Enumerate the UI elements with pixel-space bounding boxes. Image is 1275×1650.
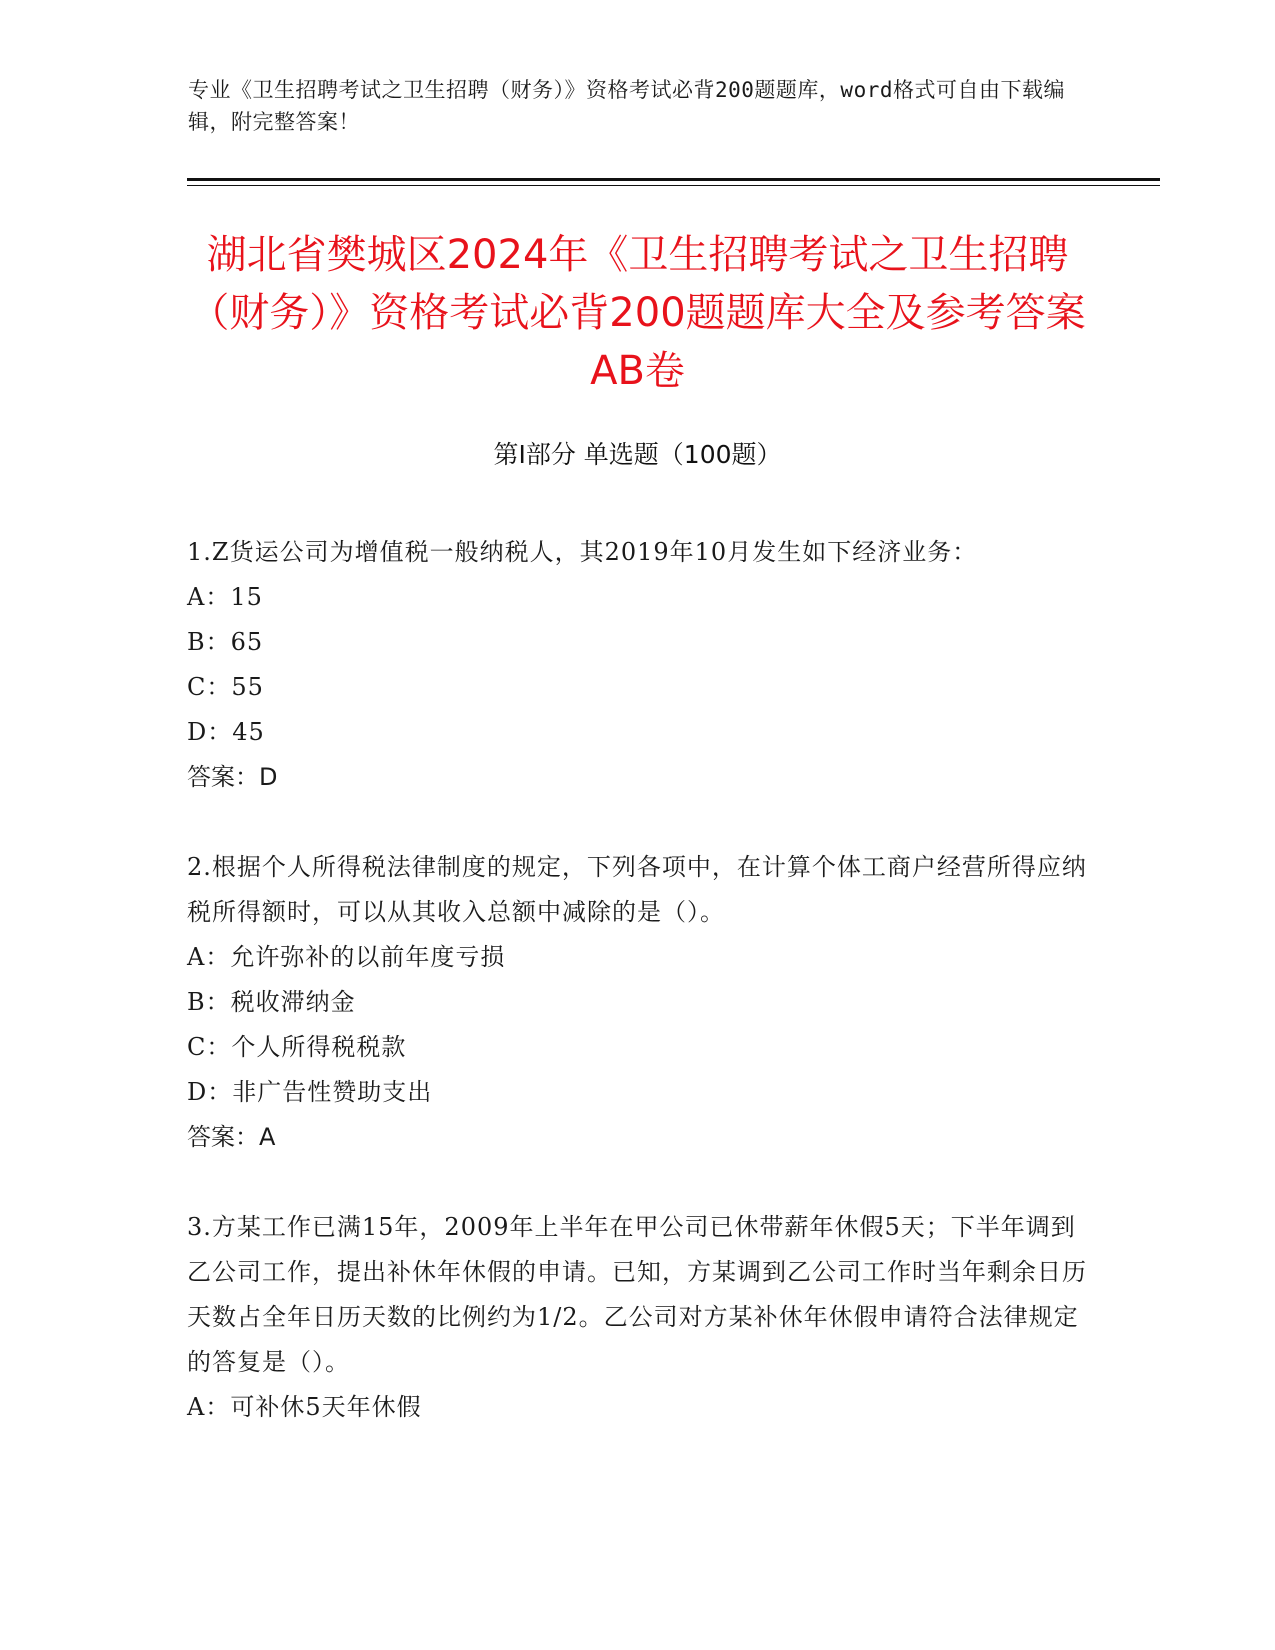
- option-d: D：非广告性赞助支出: [187, 1078, 433, 1106]
- question-stem: 2.根据个人所得税法律制度的规定，下列各项中，在计算个体工商户经营所得应纳税所得额时，可以从其收入总额中减除的是（）。: [187, 853, 1087, 926]
- option-b: B：65: [187, 628, 264, 656]
- option-b: B：税收滞纳金: [187, 988, 356, 1016]
- question-stem: 3.方某工作已满15年，2009年上半年在甲公司已休带薪年休假5天；下半年调到乙公司工作，提出补休年休假的申请。已知，方某调到乙公司工作时当年剩余日历天数占全年日历天数的比例约为1/2。乙公司对方某补休年休假申请符合法律规定的答复是（）。: [187, 1213, 1087, 1376]
- option-c: C：个人所得税税款: [187, 1033, 407, 1061]
- header-note: 专业《卫生招聘考试之卫生招聘（财务）》资格考试必背200题题库，word格式可自由下载编辑，附完整答案！: [188, 78, 1065, 134]
- option-a: A：15: [187, 583, 263, 611]
- header-rule-thick: [187, 178, 1160, 181]
- question-3: [187, 1205, 1087, 1430]
- section-heading: 第I部分 单选题（100题）: [493, 440, 782, 469]
- question-1: [187, 530, 1087, 800]
- option-a: A：允许弥补的以前年度亏损: [187, 943, 506, 971]
- answer-label: 答案：A: [187, 1123, 276, 1151]
- option-d: D：45: [187, 718, 265, 746]
- answer-label: 答案：D: [187, 763, 278, 791]
- question-stem: 1.Z货运公司为增值税一般纳税人，其2019年10月发生如下经济业务：: [187, 538, 978, 566]
- header-rule-thin: [187, 185, 1160, 186]
- option-c: C：55: [187, 673, 264, 701]
- document-title: 湖北省樊城区2024年《卫生招聘考试之卫生招聘（财务）》资格考试必背200题题库大全及参考答案AB卷: [189, 232, 1086, 394]
- question-list: [187, 530, 1087, 1475]
- question-2: [187, 845, 1087, 1160]
- option-a: A：可补休5天年休假: [187, 1393, 422, 1421]
